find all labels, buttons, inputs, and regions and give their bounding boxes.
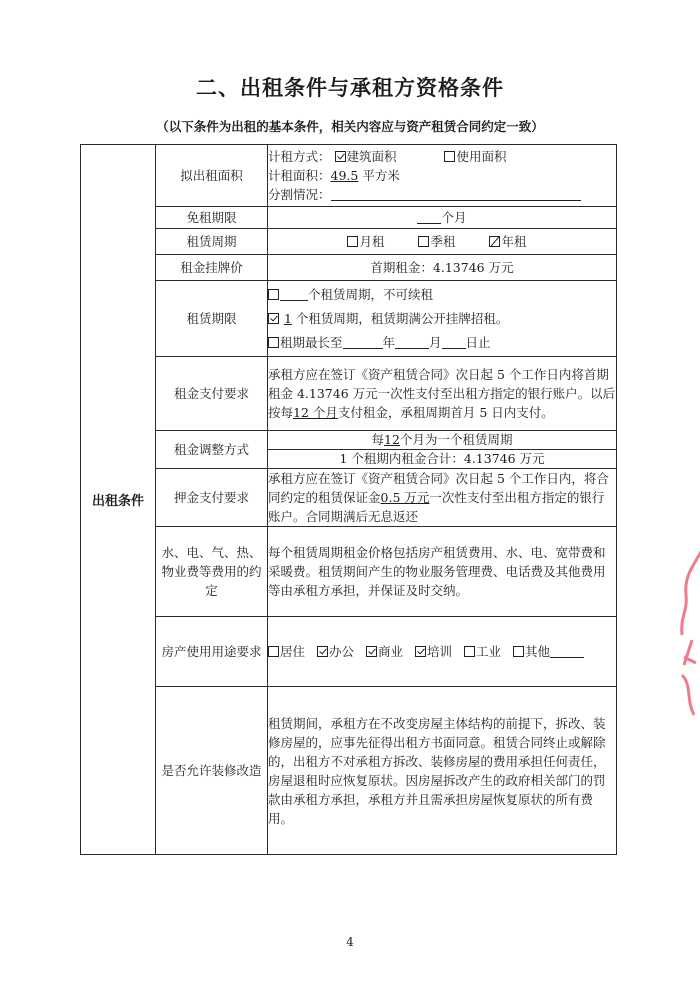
row-usage bbox=[81, 617, 617, 687]
checkbox-empty-icon bbox=[268, 646, 279, 657]
adjust-label: 租金调整方式 bbox=[156, 431, 268, 469]
row-list-price bbox=[81, 255, 617, 281]
checkbox-checked-icon bbox=[268, 313, 279, 324]
row-utilities bbox=[81, 527, 617, 617]
term-year: 年 bbox=[382, 334, 396, 350]
area-method-prefix: 计租方式： bbox=[268, 149, 331, 164]
usage-opt-office: 办公 bbox=[329, 644, 355, 659]
checkbox-checked-icon bbox=[366, 646, 377, 657]
row-term bbox=[81, 281, 617, 357]
split-prefix: 分割情况： bbox=[268, 187, 331, 202]
usage-opt-commercial: 商业 bbox=[378, 644, 404, 659]
adjust-value: 12 bbox=[384, 432, 400, 447]
red-seal-stamp bbox=[672, 545, 700, 725]
checkbox-slashed-icon bbox=[489, 236, 500, 247]
checkbox-empty-icon bbox=[268, 289, 279, 300]
usage-content bbox=[268, 617, 617, 687]
area-value: 49.5 bbox=[330, 168, 359, 183]
list-price-text: 首期租金：4.13746 万元 bbox=[268, 255, 617, 281]
area-unit: 平方米 bbox=[362, 168, 400, 183]
rental-conditions-table bbox=[80, 144, 617, 855]
checkbox-empty-icon bbox=[418, 236, 429, 247]
utilities-text: 每个租赁周期租金价格包括房产租赁费用、水、电、宽带费和采暖费。租赁期间产生的物业服务管理费、电话费及其他费用等由承租方承担，并保证及时交纳。 bbox=[268, 527, 617, 617]
opt-quarterly: 季租 bbox=[430, 234, 456, 249]
usage-opt-training: 培训 bbox=[427, 644, 453, 659]
adjust-content bbox=[268, 431, 617, 469]
adjust-prefix: 每 bbox=[371, 432, 385, 447]
term-day-blank bbox=[442, 334, 466, 349]
opt-monthly: 月租 bbox=[359, 234, 385, 249]
term-label: 租赁期限 bbox=[156, 281, 268, 357]
area-value-prefix: 计租面积： bbox=[268, 168, 331, 183]
rent-free-unit: 个月 bbox=[441, 210, 467, 225]
payment-label: 租金支付要求 bbox=[156, 357, 268, 431]
deposit-amount: 0.5 万元 bbox=[380, 490, 430, 505]
deposit-label: 押金支付要求 bbox=[156, 469, 268, 527]
checkbox-checked-icon bbox=[335, 151, 346, 162]
term-option-2: 个租赁周期，租赁期满公开挂牌招租。 bbox=[295, 310, 509, 326]
deposit-text-1: 承租方应在签订《资产租赁合同》次日起 5 个工作日内，将合同约定的租赁保证金 bbox=[268, 471, 609, 505]
term-cycles-value: 1 bbox=[283, 310, 292, 326]
section-title: 二、出租条件与承租方资格条件 bbox=[196, 75, 504, 100]
term-option-1: 个租赁周期，不可续租 bbox=[308, 286, 434, 302]
row-cycle bbox=[81, 229, 617, 255]
row-rent-free bbox=[81, 207, 617, 229]
list-price-label: 租金挂牌价 bbox=[156, 255, 268, 281]
opt-usable-area: 使用面积 bbox=[456, 149, 507, 164]
checkbox-checked-icon bbox=[317, 646, 328, 657]
area-label: 拟出租面积 bbox=[156, 145, 268, 207]
term-day: 日止 bbox=[465, 334, 491, 350]
adjust-suffix: 个月为一个租赁周期 bbox=[399, 432, 513, 447]
page-number: 4 bbox=[346, 935, 354, 949]
row-adjust bbox=[81, 431, 617, 469]
usage-other-blank bbox=[550, 643, 584, 658]
term-content bbox=[268, 281, 617, 357]
checkbox-empty-icon bbox=[268, 337, 279, 348]
usage-label: 房产使用用途要求 bbox=[156, 617, 268, 687]
renovation-text: 租赁期间，承租方在不改变房屋主体结构的前提下，拆改、装修房屋的，应事先征得出租方书面同意。租赁合同终止或解除的，出租方不对承租方拆改、装修房屋的费用承担任何责任，房屋退租时应恢复原状。因房屋拆改产生的政府相关部门的罚款由承租方承担，承租方并且需承担房屋恢复原状的所有费用。 bbox=[268, 687, 617, 855]
cycle-label: 租赁周期 bbox=[156, 229, 268, 255]
term-year-blank bbox=[343, 334, 383, 349]
usage-opt-residential: 居住 bbox=[280, 644, 306, 659]
utilities-label: 水、电、气、热、物业费等费用的约定 bbox=[156, 527, 268, 617]
area-content bbox=[268, 145, 617, 207]
usage-opt-other: 其他 bbox=[525, 644, 551, 659]
row-renovation bbox=[81, 687, 617, 855]
opt-building-area: 建筑面积 bbox=[346, 149, 397, 164]
term-blank-1 bbox=[280, 286, 308, 301]
payment-text-1: 承租方应在签订《资产租赁合同》次日起 5 个工作日内将首期租金 4.13746 万元一次性支付至出租方指定的银行账户。以后按每 bbox=[268, 367, 616, 420]
checkbox-checked-icon bbox=[415, 646, 426, 657]
split-blank bbox=[331, 186, 581, 201]
usage-opt-industrial: 工业 bbox=[476, 644, 502, 659]
rent-free-label: 免租期限 bbox=[156, 207, 268, 229]
term-month-blank bbox=[395, 334, 429, 349]
checkbox-empty-icon bbox=[444, 151, 455, 162]
opt-yearly: 年租 bbox=[501, 234, 527, 249]
deposit-content bbox=[268, 469, 617, 527]
checkbox-empty-icon bbox=[464, 646, 475, 657]
rent-free-content bbox=[268, 207, 617, 229]
payment-text-2: 支付租金，承租周期首月 5 日内支付。 bbox=[337, 405, 554, 420]
adjust-total: 1 个租期内租金合计：4.13746 万元 bbox=[268, 449, 616, 468]
rent-free-blank bbox=[417, 209, 441, 224]
row-deposit bbox=[81, 469, 617, 527]
term-option-3-prefix: 租期最长至 bbox=[280, 334, 343, 350]
section-subtitle: （以下条件为出租的基本条件，相关内容应与资产租赁合同约定一致） bbox=[156, 119, 544, 134]
payment-content bbox=[268, 357, 617, 431]
row-payment bbox=[81, 357, 617, 431]
deposit-text-2: 一次性支付至出租方指定的银行账户。合同期满后无息返还 bbox=[268, 490, 605, 524]
payment-period: 12 个月 bbox=[293, 405, 338, 420]
row-area bbox=[81, 145, 617, 207]
checkbox-empty-icon bbox=[513, 646, 524, 657]
cycle-content bbox=[268, 229, 617, 255]
renovation-label: 是否允许装修改造 bbox=[156, 687, 268, 855]
checkbox-empty-icon bbox=[347, 236, 358, 247]
term-month: 月 bbox=[429, 334, 442, 350]
group-label: 出租条件 bbox=[81, 145, 156, 855]
